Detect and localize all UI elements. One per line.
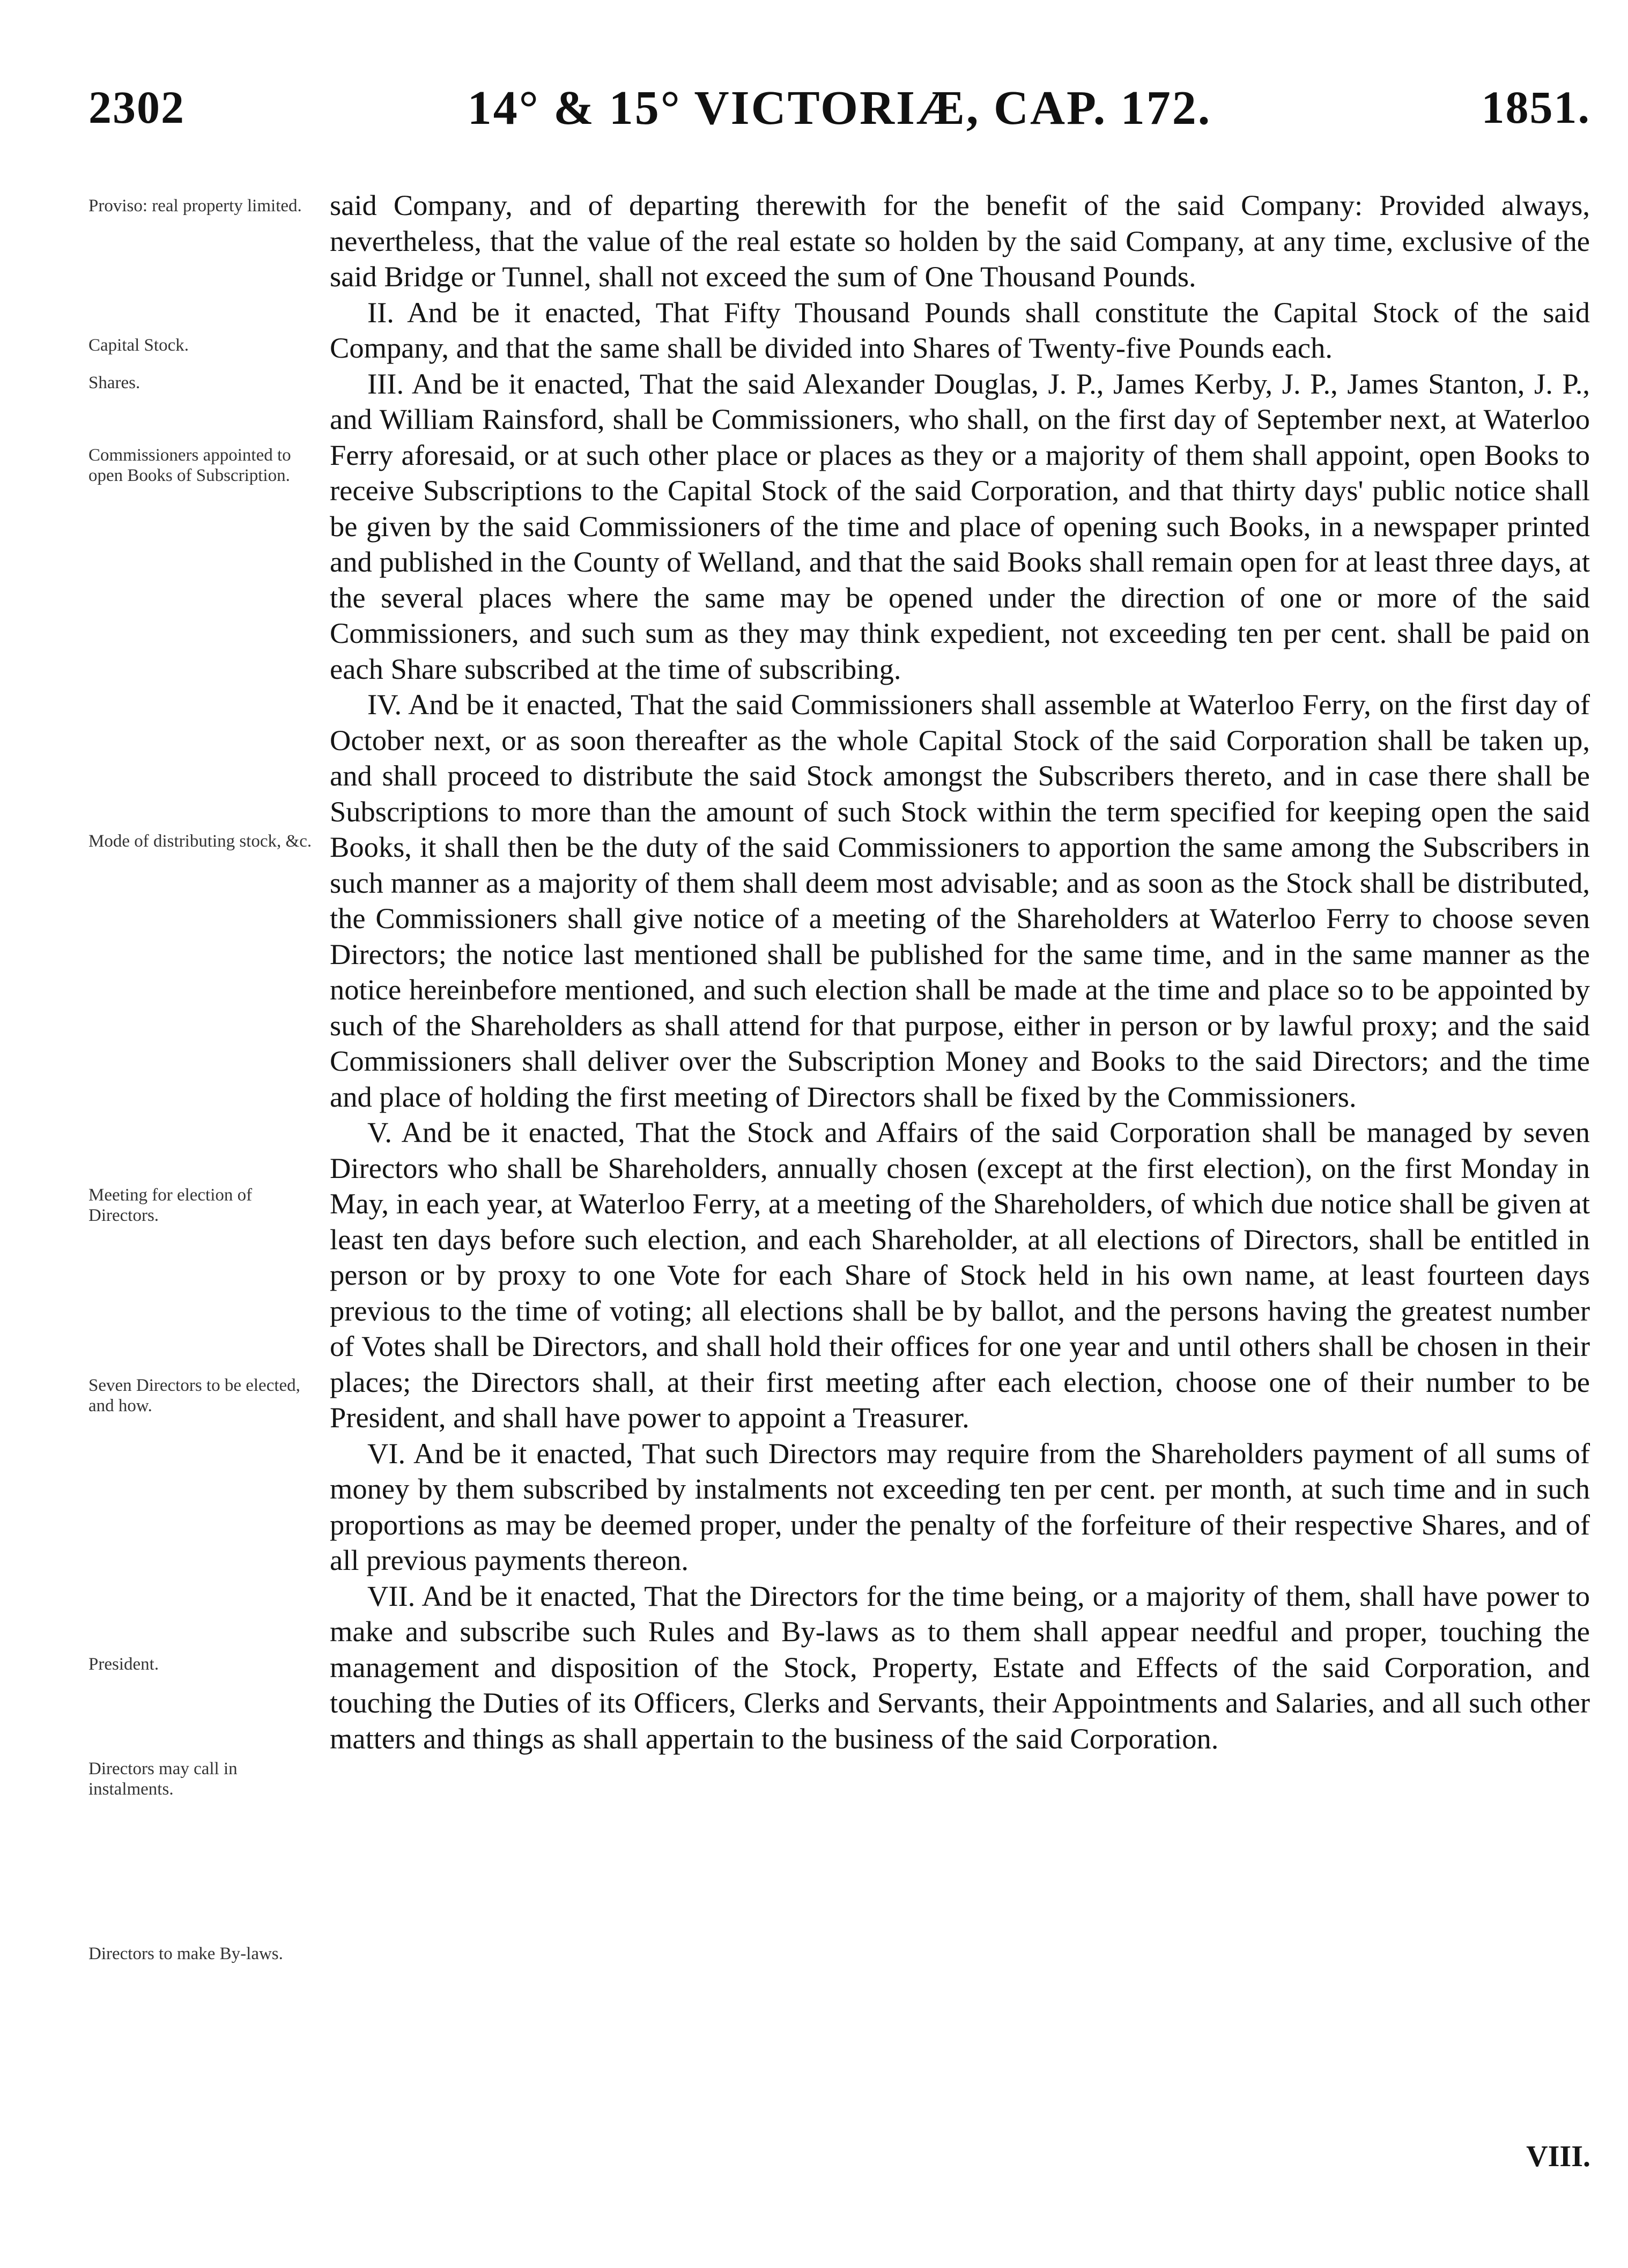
section-5-paragraph: V. And be it enacted, That the Stock and Affairs of the said Corporation shall be managed by seven Directors who shall be Shareholders, annually chosen (except at the first election), on the first Monday in May, in each year, at Waterloo Ferry, at a meeting of the Shareholders, of which due notice shall be given at least ten days before such election, and each Shareholder, at all elections of Directors, shall be entitled in person or by proxy to one Vote for each Share of Stock held in his own name, at least fourteen days previous to the time of voting; all elections shall be by ballot, and the persons having the greatest number of Votes shall be Directors, and shall hold their offices for one year and until others shall be chosen in their places; the Directors shall, at their first meeting after each election, choose one of their number to be President, and shall have power to appoint a Treasurer. [330, 1116, 1590, 1434]
margin-note-instalments: Directors may call in instalments. [88, 1759, 238, 1799]
margin-note-distributing-stock: Mode of distributing stock, &c. [88, 832, 312, 851]
margin-note-president: President. [88, 1655, 159, 1674]
section-4-paragraph: IV. And be it enacted, That the said Commissioners shall assemble at Waterloo Ferry, on the first day of October next, or as soon thereafter as the whole Capital Stock of the said Corporation shall be taken up, and shall proceed to distribute the said Stock amongst the Subscribers thereto, and in case there shall be Subscriptions to more than the amount of such Stock within the term specified for keeping open the said Books, it shall then be the duty of the said Commissioners to apportion the same among the Subscribers in such manner as a majority of them shall deem most advisable; and as soon as the Stock shall be distributed, the Commissioners shall give notice of a meeting of the Shareholders at Waterloo Ferry to choose seven Directors; the notice last mentioned shall be published for the same time, and in the same manner as the notice hereinbefore mentioned, and such election shall be made at the time and place so to be appointed by such of the Shareholders as shall attend for that purpose, either in person or by lawful proxy; and the said Commissioners shall deliver over the Subscription Money and Books to the said Directors; and the time and place of holding the first meeting of Directors shall be fixed by the Commissioners. [330, 688, 1590, 1113]
section-6-paragraph: VI. And be it enacted, That such Directors may require from the Shareholders payment of all sums of money by them subscribed by instalments not exceeding ten per cent. per month, at such time and in such proportions as may be deemed proper, under the penalty of the forfeiture of their respective Shares, and of all previous payments thereon. [330, 1436, 1590, 1576]
catchword: VIII. [1526, 2140, 1590, 2173]
running-title: 14° & 15° VICTORIÆ, CAP. 172. [467, 81, 1212, 135]
margin-note-commissioners: Commissioners appointed to open Books of Subscription. [88, 446, 291, 485]
margin-note-meeting-election: Meeting for election of Directors. [88, 1185, 253, 1225]
page-header [88, 80, 1590, 150]
margin-note-shares: Shares. [88, 373, 140, 392]
statute-body [330, 188, 1590, 1756]
section-2-paragraph: II. And be it enacted, That Fifty Thousand Pounds shall constitute the Capital Stock of the said Company, and that the same shall be divided into Shares of Twenty-five Pounds each. [330, 295, 1590, 364]
margin-note-capital-stock: Capital Stock. [88, 336, 189, 355]
section-3-paragraph: III. And be it enacted, That the said Alexander Douglas, J. P., James Kerby, J. P., James Stanton, J. P., and William Rainsford, shall be Commissioners, who shall, on the first day of September next, at Waterloo Ferry aforesaid, or at such other place or places as they or a majority of them shall appoint, open Books to receive Subscriptions to the Capital Stock of the said Corporation, and that thirty days' public notice shall be given by the said Commissioners of the time and place of opening such Books, in a newspaper printed and published in the County of Welland, and that the said Books shall remain open for at least three days, at the several places where the same may be opened under the direction of one or more of the said Commissioners, and such sum as they may think expedient, not exceeding ten per cent. shall be paid on each Share subscribed at the time of subscribing. [330, 367, 1590, 685]
page-year: 1851. [1481, 81, 1590, 133]
margin-note-bylaws: Directors to make By-laws. [88, 1944, 283, 1963]
margin-note-proviso: Proviso: real property limited. [88, 196, 302, 216]
section-7-paragraph: VII. And be it enacted, That the Directors for the time being, or a majority of them, shall have power to make and subscribe such Rules and By-laws as to them shall appear needful and proper, touching the management and disposition of the Stock, Property, Estate and Effects of the said Corporation, and touching the Duties of its Officers, Clerks and Servants, their Appointments and Salaries, and all such other matters and things as shall appertain to the business of the said Corporation. [330, 1579, 1590, 1755]
margin-note-seven-directors: Seven Directors to be elected, and how. [88, 1376, 300, 1415]
continuation-paragraph: said Company, and of departing therewith for the benefit of the said Company: Provided always, nevertheless, that the value of the real estate so holden by the said Company, at any time, exclusive of the said Bridge or Tunnel, shall not exceed the sum of One Thousand Pounds. [330, 189, 1590, 293]
page-number: 2302 [88, 81, 185, 133]
